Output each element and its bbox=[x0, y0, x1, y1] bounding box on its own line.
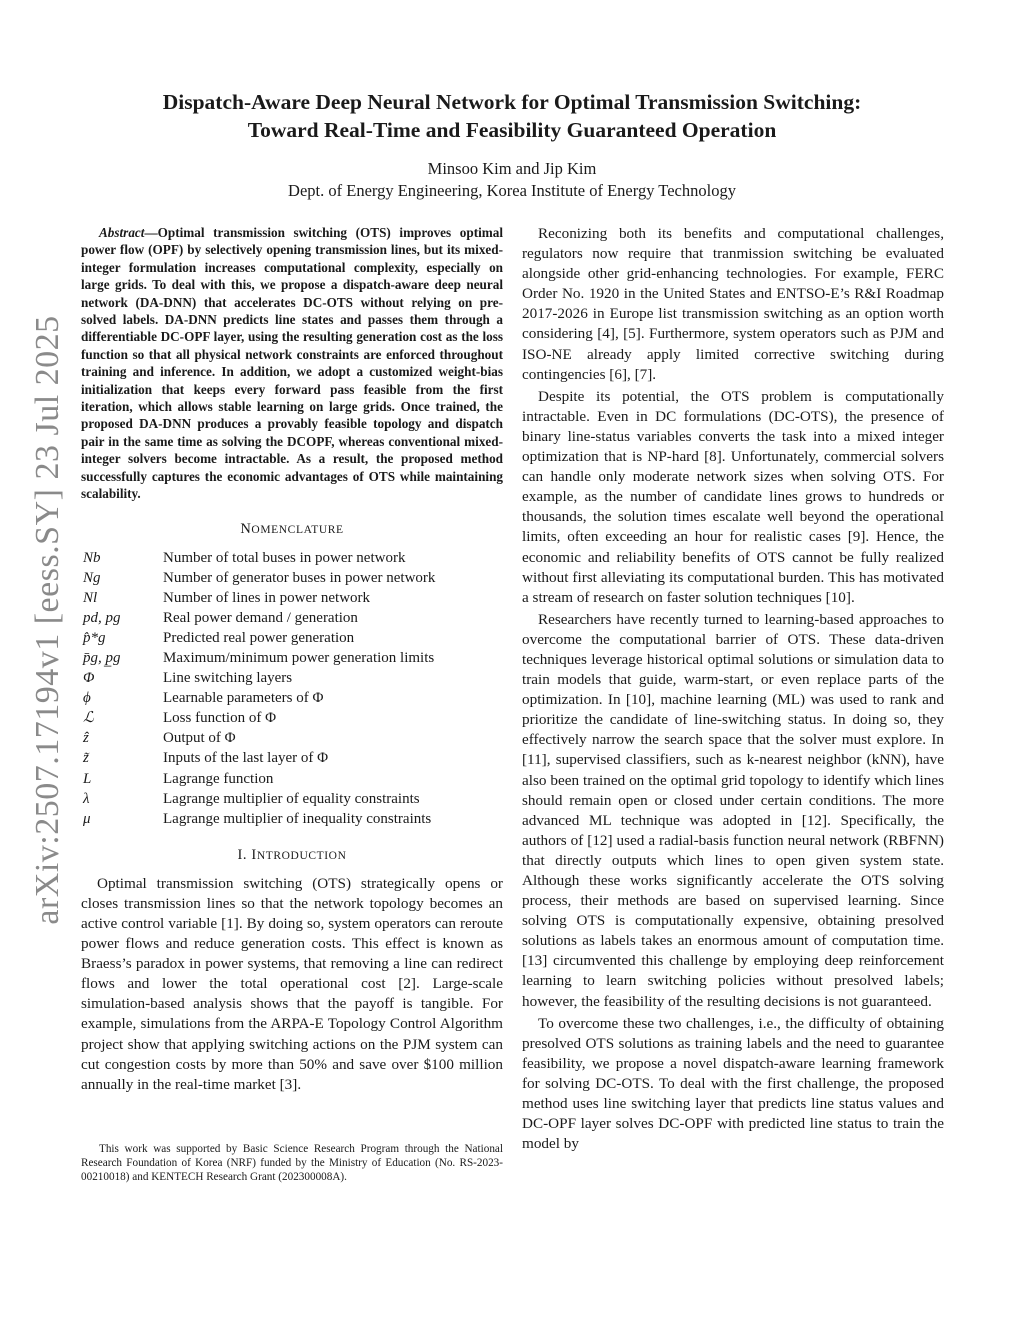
nomenclature-row bbox=[83, 588, 505, 608]
nomenclature-description: Number of generator buses in power network bbox=[163, 569, 436, 586]
nomenclature-heading bbox=[81, 521, 503, 538]
arxiv-identifier-text: arXiv:2507.17194v1 [eess.SY] 23 Jul 2025 bbox=[29, 315, 66, 925]
nomenclature-symbol: pd, pg bbox=[83, 609, 121, 626]
nomenclature-description: Lagrange function bbox=[163, 770, 274, 787]
author-affiliation: Dept. of Energy Engineering, Korea Institute of Energy Technology bbox=[288, 181, 736, 200]
paper-title bbox=[60, 88, 964, 144]
right-paragraph-3: Researchers have recently turned to learning-based approaches to overcome the computational barrier of OTS. These data-driven techniques leverage historical optimal solutions or simulation data to train models that guide, warm-start, or even replace parts of the optimization. In [10], machine learning (ML) was used to rank and prioritize the candidate of line-switching status. In doing so, they effectively narrow the search space that the solver must explore. In [11], supervised classifiers, such as k-nearest neighbor (kNN), have also been trained on the optimal grid topology to identify which lines should remain open or closed under certain conditions. The more advanced ML technique was adopted in [12]. Specifically, the authors of [12] used a radial-basis function neural network (RBFNN) that directly outputs which lines to open given system state. Although these works significantly accelerate the OTS solving process, their methods are based on supervised learning. Since solving OTS is computationally expensive, obtaining presolved solutions as labels takes an enormous amount of computation time. [13] circumvented this challenge by employing deep reinforcement learning to learn switching policies without presolved labels; however, the feasibility of the resulting decisions is not guaranteed. bbox=[522, 610, 944, 1010]
nomenclature-row bbox=[83, 688, 505, 708]
introduction-heading-rest: NTRODUCTION bbox=[256, 849, 347, 862]
nomenclature-description: Line switching layers bbox=[163, 670, 293, 687]
funding-footnote: This work was supported by Basic Science Research Program through the National Research Foundation of Korea (NRF) funded by the Ministry of Education (No. RS-2023-00210018) and KENTECH Research Grant (202300008A). bbox=[81, 1143, 503, 1184]
nomenclature-symbol: ϕ bbox=[83, 690, 91, 707]
nomenclature-symbol: L bbox=[83, 770, 92, 787]
nomenclature-description: Loss function of Φ bbox=[163, 710, 277, 727]
nomenclature-description: Output of Φ bbox=[163, 730, 236, 747]
nomenclature-symbol: λ bbox=[83, 790, 90, 807]
nomenclature-row bbox=[83, 648, 505, 668]
author-names: Minsoo Kim and Jip Kim bbox=[427, 159, 597, 178]
nomenclature-row bbox=[83, 568, 505, 588]
right-column bbox=[522, 224, 944, 1156]
nomenclature-description: Lagrange multiplier of inequality constraints bbox=[163, 810, 432, 827]
nomenclature-row bbox=[83, 748, 505, 768]
introduction-heading-initial: I bbox=[251, 846, 257, 863]
nomenclature-symbol: ẑ bbox=[83, 730, 89, 747]
nomenclature-heading-rest: OMENCLATURE bbox=[251, 523, 344, 536]
introduction-paragraph-1: Optimal transmission switching (OTS) strategically opens or closes transmission lines so that the network topology becomes an active control variable [1]. By doing so, system operators can reroute power flows and reduce generation costs. This effect is known as Braess’s paradox in power systems, that removing a line can redirect flows and lower the total operational cost [2]. Large-scale simulation-based analysis shows that the payoff is tangible. For example, simulations from the ARPA-E Topology Control Algorithm project show that applying switching actions on the PJM system can cut congestion costs by more than 50% and save over $100 million annually in the real-time market [3]. bbox=[81, 874, 503, 1093]
nomenclature-symbol: z̃ bbox=[83, 750, 89, 767]
author-block bbox=[60, 158, 964, 202]
nomenclature-row bbox=[83, 728, 505, 748]
nomenclature-description: Number of lines in power network bbox=[163, 589, 371, 606]
nomenclature-description: Lagrange multiplier of equality constraints bbox=[163, 790, 420, 807]
nomenclature-row bbox=[83, 809, 505, 829]
right-paragraph-1: Reconizing both its benefits and computational challenges, regulators now require that tranmission switching be evaluated alongside other grid-enhancing technologies. For example, FERC Order No. 1920 in the United States and ENTSO-E’s R&I Roadmap 2017-2026 in Europe list transmission switching as an option worth considering [4], [5]. Furthermore, system operators such as PJM and ISO-NE already apply limited corrective switching during contingencies [6], [7]. bbox=[522, 225, 944, 383]
abstract bbox=[81, 224, 503, 503]
abstract-text: —Optimal transmission switching (OTS) improves optimal power flow (OPF) by selectively opening transmission lines, but its mixed-integer formulation increases computational complexity, especially on large grids. To deal with this, we propose a dispatch-aware deep neural network (DA-DNN) that accelerates DC-OTS without relying on pre-solved labels. DA-DNN predicts line states and passes them through a differentiable DC-OPF layer, using the resulting generation cost as the loss function so that all physical network constraints are enforced throughout training and inference. In addition, we adopt a customized weight-bias initialization that keeps every forward pass feasible from the first iteration, which allows stable learning on large grids. Once trained, the proposed DA-DNN produces a provably feasible topology and dispatch pair in the same time as solving the DCOPF, whereas conventional mixed-integer solvers become intractable. As a result, the proposed method successfully captures the economic advantages of OTS while maintaining scalability. bbox=[81, 225, 503, 502]
title-line-1: Dispatch-Aware Deep Neural Network for Optimal Transmission Switching: bbox=[162, 90, 862, 114]
nomenclature-symbol: p̂*g bbox=[83, 629, 106, 646]
abstract-label: Abstract bbox=[99, 225, 145, 240]
right-paragraph-4: To overcome these two challenges, i.e., the difficulty of obtaining presolved OTS solutions as training labels and the need to guarantee feasibility, we propose a novel dispatch-aware learning framework for solving DC-OTS. To deal with the first challenge, the proposed method uses line switching layer that predicts line status values and DC-OPF layer solves DC-OPF with predicted line status to train the model by bbox=[522, 1014, 944, 1153]
nomenclature-heading-initial: N bbox=[240, 520, 252, 537]
left-column bbox=[81, 224, 503, 1095]
nomenclature-symbol: μ bbox=[83, 810, 91, 827]
nomenclature-row bbox=[83, 628, 505, 648]
nomenclature-row bbox=[83, 608, 505, 628]
nomenclature-description: Predicted real power generation bbox=[163, 629, 355, 646]
nomenclature-description: Real power demand / generation bbox=[163, 609, 358, 626]
nomenclature-row bbox=[83, 548, 505, 568]
nomenclature-symbol: Φ bbox=[83, 670, 95, 687]
nomenclature-symbol: Ng bbox=[83, 569, 101, 586]
nomenclature-row bbox=[83, 668, 505, 688]
introduction-heading bbox=[81, 847, 503, 864]
nomenclature-description: Inputs of the last layer of Φ bbox=[163, 750, 329, 767]
nomenclature-description: Maximum/minimum power generation limits bbox=[163, 649, 435, 666]
nomenclature-symbol: p̄g, p̲g bbox=[83, 649, 121, 666]
nomenclature-symbol: Nb bbox=[83, 549, 101, 566]
nomenclature-row bbox=[83, 769, 505, 789]
right-paragraph-2: Despite its potential, the OTS problem is computationally intractable. Even in DC formulations (DC-OTS), the presence of binary line-status variables converts the task into a mixed integer optimization that is NP-hard [8]. Unfortunately, commercial solvers can handle only moderate network sizes when solving OTS. For example, as the number of candidate lines grows to hundreds or thousands, the solution times escalate well beyond the operational limits, often exceeding an hour for realistic cases [9]. Hence, the economic and reliability benefits of OTS cannot be fully realized without first alleviating its computational burden. This has motivated a stream of research on faster solution techniques [10]. bbox=[522, 387, 944, 606]
nomenclature-table bbox=[83, 548, 505, 829]
introduction-heading-number: I. bbox=[237, 846, 252, 863]
nomenclature-description: Number of total buses in power network bbox=[163, 549, 406, 566]
title-line-2: Toward Real-Time and Feasibility Guaranteed Operation bbox=[247, 118, 777, 142]
nomenclature-description: Learnable parameters of Φ bbox=[163, 690, 324, 707]
nomenclature-row bbox=[83, 708, 505, 728]
nomenclature-row bbox=[83, 789, 505, 809]
nomenclature-symbol: ℒ bbox=[83, 710, 94, 727]
nomenclature-symbol: Nl bbox=[83, 589, 98, 606]
